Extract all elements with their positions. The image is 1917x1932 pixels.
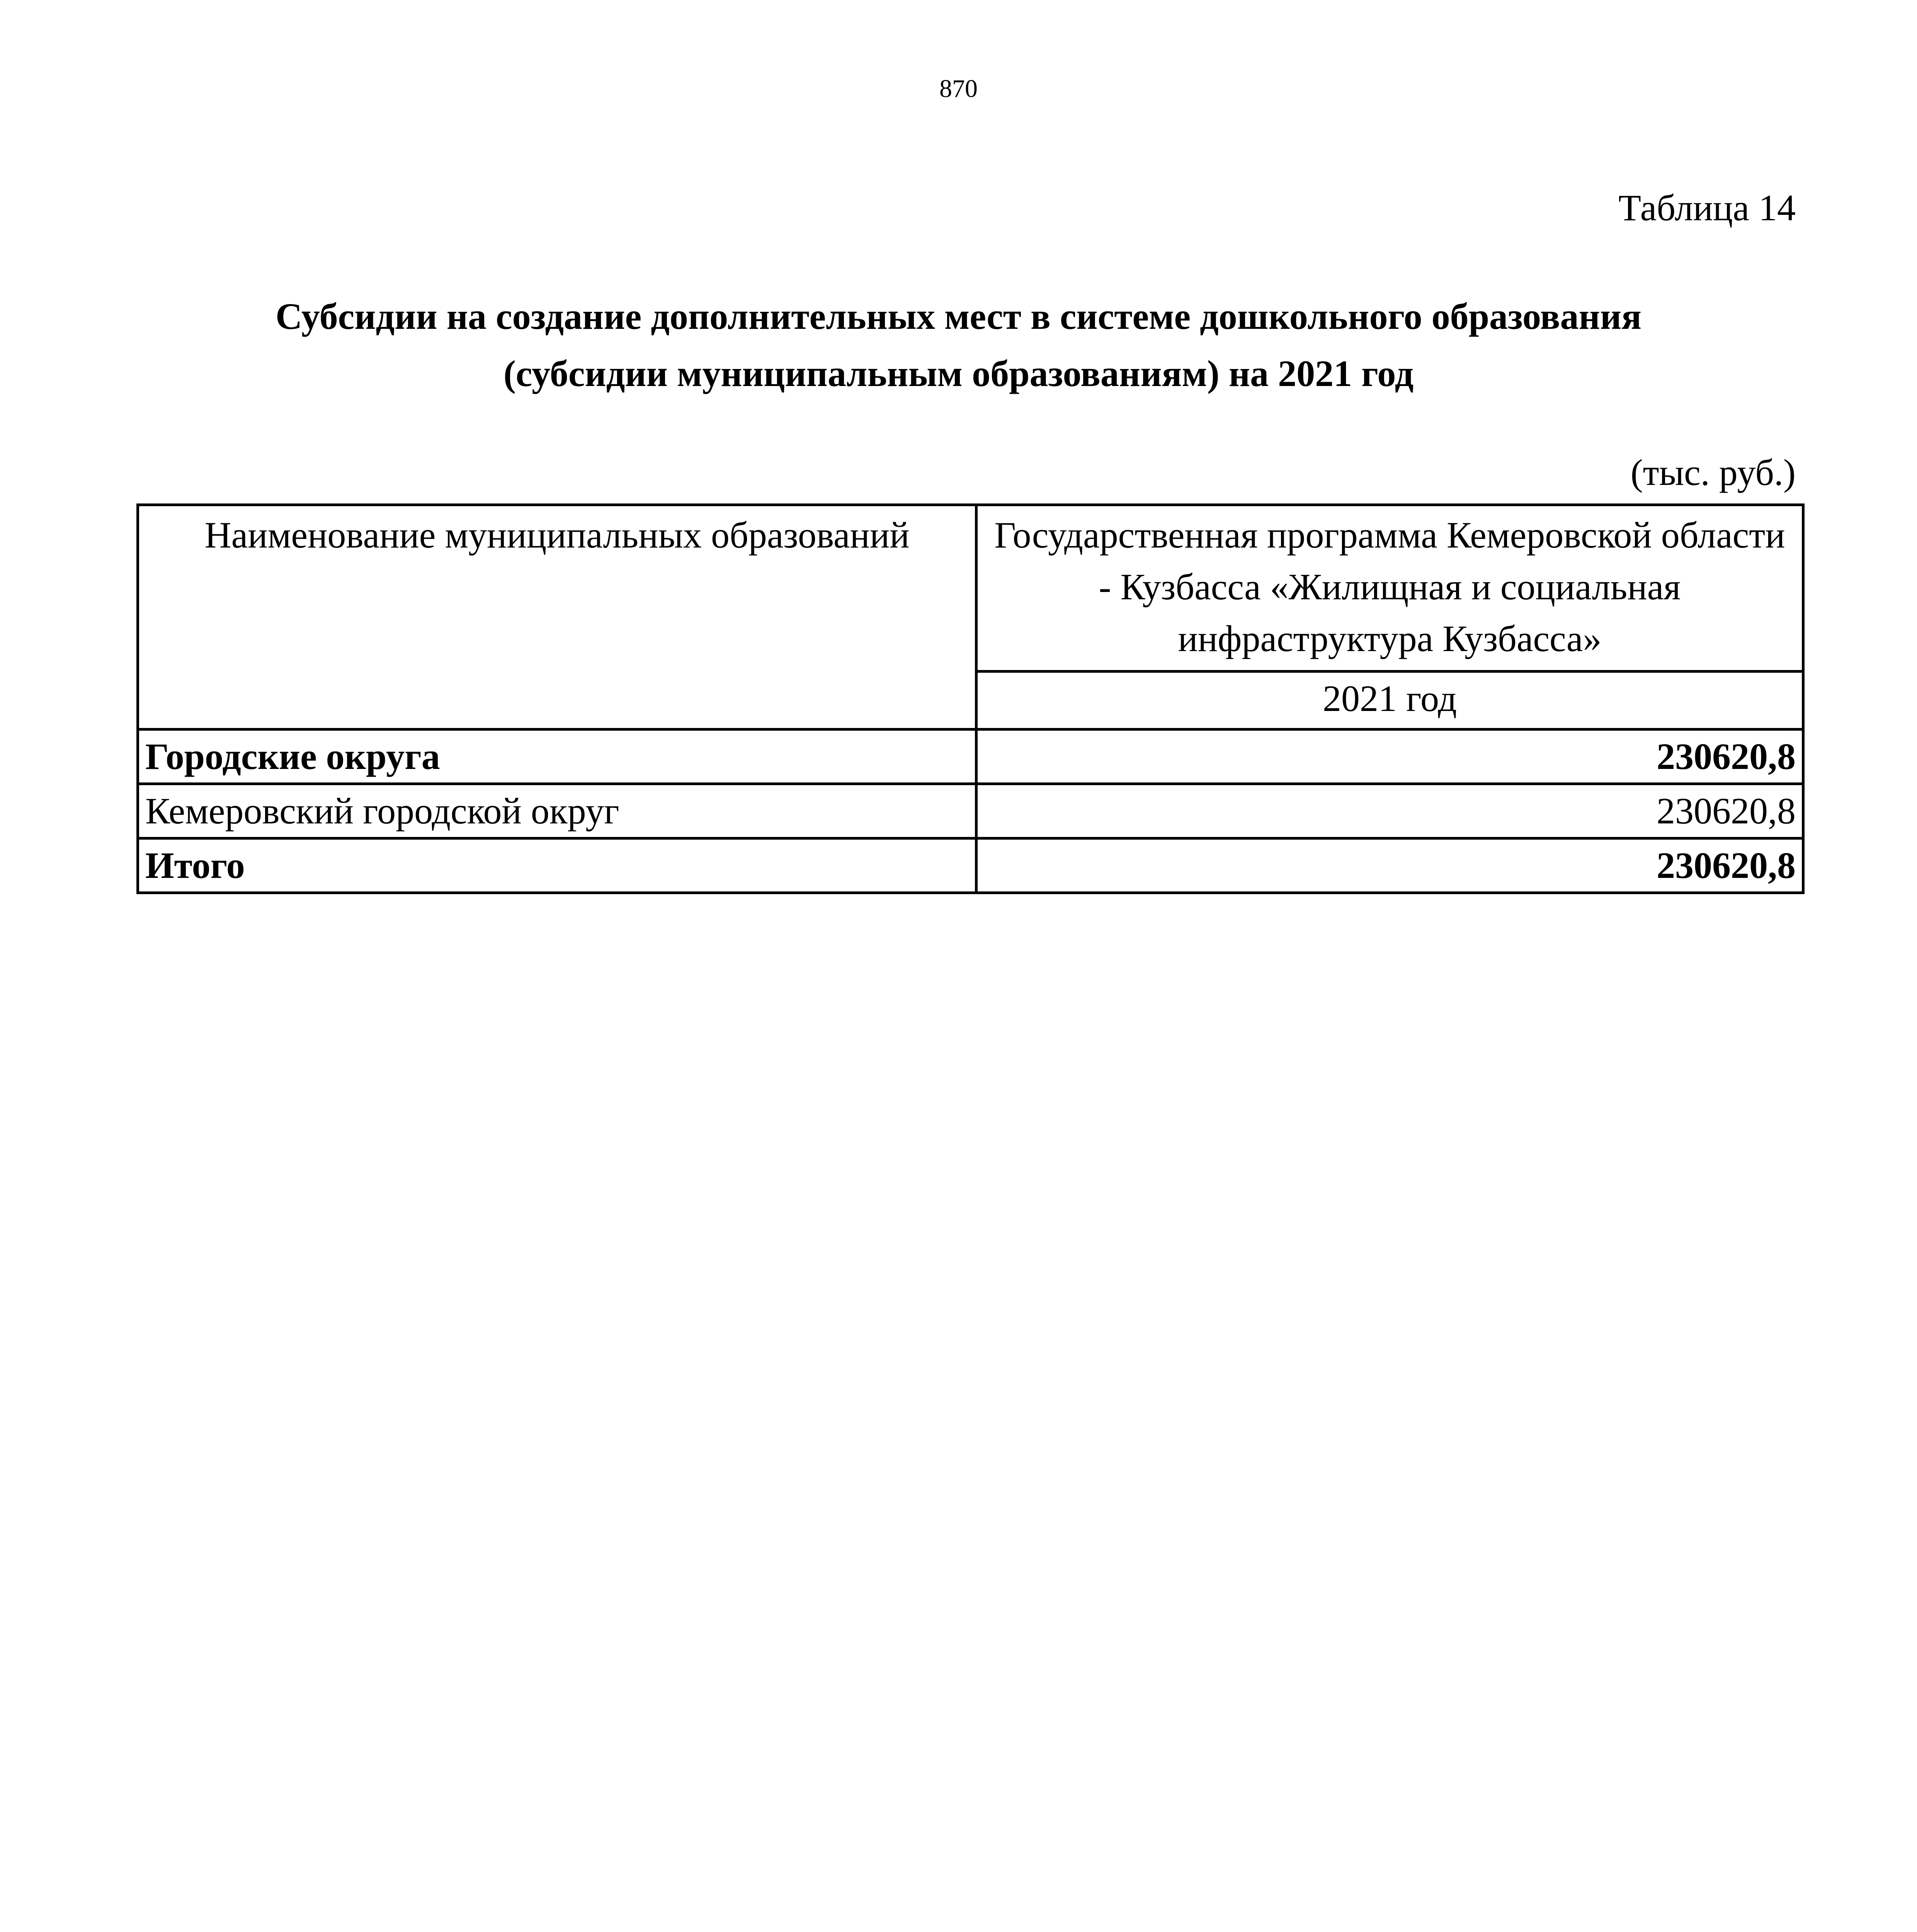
row-value: 230620,8	[976, 784, 1803, 838]
subsidies-table	[136, 503, 1805, 894]
row-name: Кемеровский городской округ	[138, 784, 976, 838]
row-name: Итого	[138, 838, 976, 893]
title-line-1: Субсидии на создание дополнительных мест в системе дошкольного образования	[275, 296, 1642, 337]
table-row	[138, 784, 1803, 838]
table-row	[138, 730, 1803, 784]
page-number: 870	[939, 75, 978, 103]
table-label: Таблица 14	[1618, 187, 1796, 228]
header-municipality: Наименование муниципальных образований	[138, 505, 976, 730]
row-value: 230620,8	[976, 730, 1803, 784]
table-row-total	[138, 838, 1803, 893]
title-line-2: (субсидии муниципальным образованиям) на 2021 год	[503, 353, 1414, 394]
table-header-row	[138, 505, 1803, 672]
units-label: (тыс. руб.)	[1630, 452, 1796, 493]
header-program: Государственная программа Кемеровской области - Кузбасса «Жилищная и социальная инфраструктура Кузбасса»	[976, 505, 1803, 672]
row-value: 230620,8	[976, 838, 1803, 893]
row-name: Городские округа	[138, 730, 976, 784]
document-title	[0, 288, 1917, 402]
header-year: 2021 год	[976, 671, 1803, 729]
